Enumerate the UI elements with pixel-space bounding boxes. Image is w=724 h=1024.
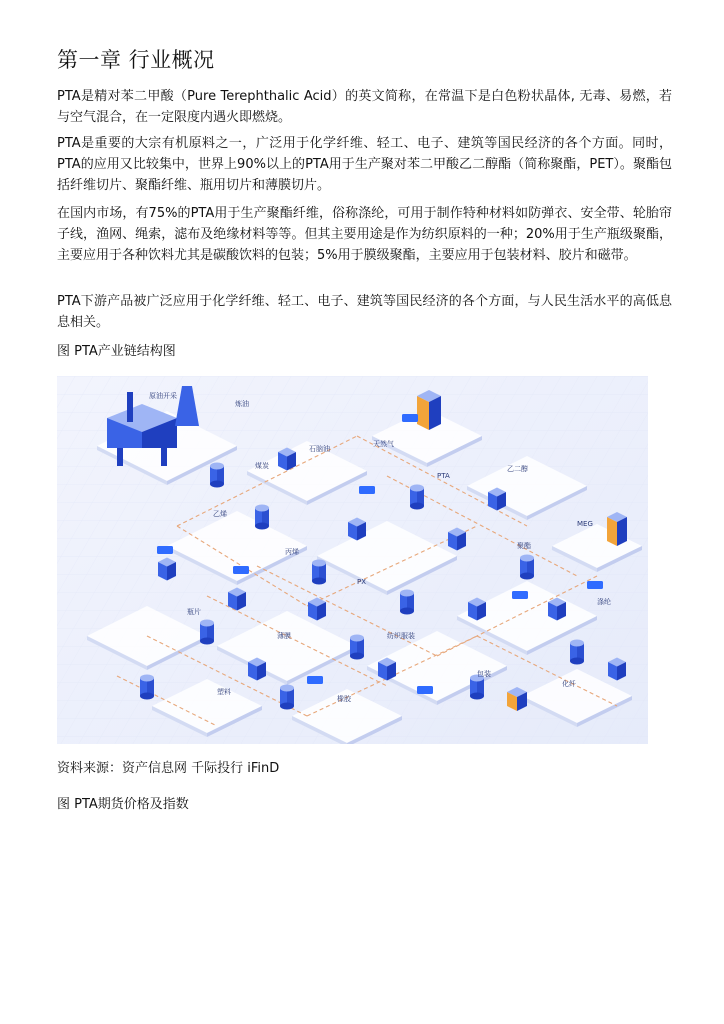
chain-node-label: 橡胶 — [337, 695, 351, 703]
storage-tank-icon — [140, 675, 154, 700]
orange-building-icon — [607, 512, 627, 546]
storage-tank-icon — [210, 463, 224, 488]
factory-block-icon — [308, 598, 326, 621]
chain-tag-badge — [417, 686, 433, 694]
chain-node-label: 纺织服装 — [387, 632, 415, 640]
chain-node-label: 天然气 — [373, 440, 394, 448]
figure1-caption: 图 PTA产业链结构图 — [57, 344, 176, 359]
storage-tank-icon — [200, 620, 214, 645]
storage-tank-icon — [350, 635, 364, 660]
chain-tag-badge — [307, 676, 323, 684]
storage-tank-icon — [400, 590, 414, 615]
chain-node-label: 瓶片 — [187, 608, 201, 616]
chain-node-label: 石脑油 — [309, 445, 330, 453]
factory-block-icon — [278, 448, 296, 471]
figure1-source: 资料来源：资产信息网 千际投行 iFinD — [57, 761, 280, 776]
chain-node-label: 化纤 — [562, 680, 576, 688]
industry-chain-figure — [57, 376, 648, 744]
chain-node-label: PTA — [437, 472, 450, 480]
factory-block-icon — [548, 598, 566, 621]
factory-block-icon — [158, 558, 176, 581]
paragraph-definition: PTA是精对苯二甲酸（Pure Terephthalic Acid）的英文简称，在常温下是白色粉状晶体, 无毒、易燃，若与空气混合，在一定限度内遇火即燃烧。 — [57, 89, 672, 125]
chain-node-label: 煤炭 — [255, 462, 269, 470]
orange-building-icon — [507, 687, 527, 711]
paragraph-downstream: PTA下游产品被广泛应用于化学纤维、轻工、电子、建筑等国民经济的各个方面，与人民生活水平的高低息息相关。 — [57, 294, 672, 330]
chain-node-label: 聚酯 — [517, 542, 531, 550]
chain-node-label: 包装 — [477, 670, 491, 678]
figure2-caption: 图 PTA期货价格及指数 — [57, 797, 189, 812]
orange-building-icon — [417, 390, 441, 430]
factory-block-icon — [488, 488, 506, 511]
factory-block-icon — [378, 658, 396, 681]
factory-block-icon — [228, 588, 246, 611]
storage-tank-icon — [570, 640, 584, 665]
chain-node-label: 乙烯 — [213, 510, 227, 518]
storage-tank-icon — [410, 485, 424, 510]
storage-tank-icon — [520, 555, 534, 580]
chain-node-label: 炼油 — [235, 400, 249, 408]
storage-tank-icon — [280, 685, 294, 710]
chain-node-label: 塑料 — [217, 688, 231, 696]
chain-node-label: 丙烯 — [285, 548, 299, 556]
chain-tag-badge — [402, 414, 418, 422]
chapter-title: 第一章 行业概况 — [57, 48, 215, 72]
chain-tag-badge — [157, 546, 173, 554]
factory-block-icon — [608, 658, 626, 681]
factory-block-icon — [448, 528, 466, 551]
chain-tag-badge — [359, 486, 375, 494]
chain-node-label: 涤纶 — [597, 598, 611, 606]
chain-tag-badge — [233, 566, 249, 574]
factory-block-icon — [248, 658, 266, 681]
chain-node-label: MEG — [577, 520, 593, 528]
chain-tag-badge — [587, 581, 603, 589]
factory-block-icon — [348, 518, 366, 541]
chain-node-label: 原油开采 — [149, 392, 177, 400]
paragraph-applications: PTA是重要的大宗有机原料之一，广泛用于化学纤维、轻工、电子、建筑等国民经济的各个方面。同时，PTA的应用又比较集中，世界上90%以上的PTA用于生产聚对苯二甲酸乙二醇酯（简称聚酯，PET）。聚酯包括纤维切片、聚酯纤维、瓶用切片和薄膜切片。 — [57, 136, 672, 193]
chain-node-label: PX — [357, 578, 367, 586]
storage-tank-icon — [255, 505, 269, 530]
factory-block-icon — [468, 598, 486, 621]
storage-tank-icon — [312, 560, 326, 585]
chain-node-label: 薄膜 — [277, 632, 291, 640]
paragraph-domestic-market: 在国内市场，有75%的PTA用于生产聚酯纤维，俗称涤纶，可用于制作特种材料如防弹衣、安全带、轮胎帘子线，渔网、绳索，滤布及绝缘材料等等。但其主要用途是作为纺织原料的一种；20%用于生产瓶级聚酯，主要应用于各种饮料尤其是碳酸饮料的包装；5%用于膜级聚酯，主要应用于包装材料、胶片和磁带。 — [57, 206, 672, 263]
chain-tag-badge — [512, 591, 528, 599]
industry-chain-illustration — [57, 376, 648, 744]
storage-tank-icon — [470, 675, 484, 700]
chain-node-label: 乙二醇 — [507, 465, 528, 473]
